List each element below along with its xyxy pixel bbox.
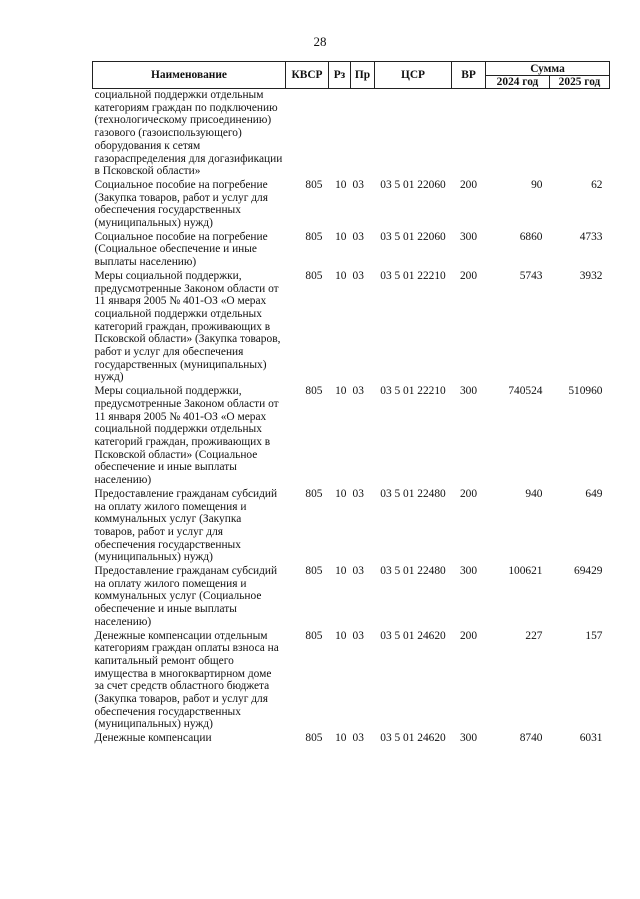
- header-name: Наименование: [93, 62, 286, 89]
- row-vr: 200: [459, 629, 478, 642]
- row-csr: 03 5 01 22060: [380, 178, 446, 191]
- page-number: 28: [313, 34, 327, 49]
- row-pr: 03: [352, 178, 364, 191]
- row-csr: 03 5 01 22210: [380, 385, 446, 398]
- row-kvsr: 805: [305, 269, 323, 282]
- row-pr: 03: [352, 487, 364, 500]
- row-csr: [375, 89, 452, 179]
- row-pr: 03: [352, 230, 364, 243]
- row-kvsr: [286, 89, 329, 179]
- row-sum-2025: 649: [585, 487, 603, 500]
- table-row: [93, 231, 610, 270]
- row-kvsr: 805: [305, 178, 323, 191]
- table-row: [93, 732, 610, 746]
- row-sum-2024: 940: [525, 487, 543, 500]
- row-sum-2024: 8740: [519, 732, 543, 745]
- row-vr: 300: [459, 230, 478, 243]
- row-sum-2025: [550, 89, 610, 179]
- row-sum-2025: 3932: [579, 269, 603, 282]
- row-kvsr: 805: [305, 732, 323, 745]
- header-csr: ЦСР: [375, 62, 452, 89]
- row-csr: 03 5 01 22210: [380, 269, 446, 282]
- row-sum-2024: 227: [525, 629, 543, 642]
- row-csr: 03 5 01 22480: [380, 487, 446, 500]
- row-sum-2025: 62: [591, 178, 603, 191]
- table-row: [93, 179, 610, 231]
- row-csr: 03 5 01 24620: [380, 629, 446, 642]
- row-name: Меры социальной поддержки, предусмотренные Законом области от 11 января 2005 № 401-ОЗ «О мерах социальной поддержки отдельных категорий граждан, проживающих в Псковской области» (Закупка товаров, работ и услуг для обеспечения государственных (муниципальных) нужд): [94, 269, 281, 384]
- row-name: Предоставление гражданам субсидий на оплату жилого помещения и коммунальных услуг (Закупка товаров, работ и услуг для обеспечения государственных (муниципальных) нужд): [94, 487, 278, 564]
- row-sum-2024: 90: [531, 178, 543, 191]
- table-row: [93, 630, 610, 733]
- row-sum-2024: 5743: [519, 269, 543, 282]
- row-sum-2024: 6860: [519, 230, 543, 243]
- row-rz: 10: [335, 487, 347, 500]
- header-year-2024: 2024 год: [486, 76, 550, 89]
- header-pr: Пр: [351, 62, 375, 89]
- row-sum-2024: 100621: [508, 565, 543, 578]
- table-row: [93, 565, 610, 630]
- row-name: Предоставление гражданам субсидий на оплату жилого помещения и коммунальных услуг (Социальное обеспечение и иные выплаты населению): [94, 565, 278, 628]
- row-sum-2024: 740524: [508, 385, 543, 398]
- row-pr: 03: [352, 629, 364, 642]
- table-header: [93, 62, 610, 89]
- table-row: [93, 89, 610, 179]
- row-name: Социальное пособие на погребение (Закупка товаров, работ и услуг для обеспечения государственных (муниципальных) нужд): [94, 178, 268, 230]
- row-sum-2024: [486, 89, 550, 179]
- row-kvsr: 805: [305, 487, 323, 500]
- row-pr: 03: [352, 269, 364, 282]
- header-sum: Сумма: [486, 62, 610, 76]
- header-kvsr: КВСР: [286, 62, 329, 89]
- row-rz: 10: [335, 178, 347, 191]
- row-rz: [329, 89, 351, 179]
- row-name: Социальное пособие на погребение (Социальное обеспечение и иные выплаты населению): [94, 230, 268, 269]
- row-name: социальной поддержки отдельным категориям граждан по подключению (технологическому присоединению) газового (газоиспользующего) оборудования к сетям газораспределения для догазификации в Псковской области»: [94, 89, 283, 178]
- row-sum-2025: 510960: [568, 385, 603, 398]
- row-sum-2025: 69429: [574, 565, 603, 578]
- row-csr: 03 5 01 22480: [380, 565, 446, 578]
- row-vr: [452, 89, 486, 179]
- table-row: [93, 270, 610, 385]
- row-rz: 10: [335, 230, 347, 243]
- row-name: Меры социальной поддержки, предусмотренные Законом области от 11 января 2005 № 401-ОЗ «О мерах социальной поддержки отдельных категорий граждан, проживающих в Псковской области» (Социальное обеспечение и иные выплаты населению): [94, 385, 279, 487]
- row-sum-2025: 4733: [579, 230, 603, 243]
- row-vr: 300: [459, 385, 478, 398]
- row-name: Денежные компенсации: [94, 732, 212, 745]
- row-vr: 300: [459, 732, 478, 745]
- row-rz: 10: [335, 385, 347, 398]
- row-csr: 03 5 01 24620: [380, 732, 446, 745]
- header-rz: Рз: [329, 62, 351, 89]
- row-rz: 10: [335, 732, 347, 745]
- budget-table: [92, 61, 610, 746]
- header-vr: ВР: [452, 62, 486, 89]
- row-vr: 200: [459, 269, 478, 282]
- table-body: [93, 89, 610, 746]
- row-kvsr: 805: [305, 629, 323, 642]
- row-pr: 03: [352, 732, 364, 745]
- table-row: [93, 488, 610, 565]
- row-kvsr: 805: [305, 565, 323, 578]
- row-vr: 300: [459, 565, 478, 578]
- row-rz: 10: [335, 629, 347, 642]
- row-vr: 200: [459, 487, 478, 500]
- row-name: Денежные компенсации отдельным категориям граждан оплаты взноса на капитальный ремонт общего имущества в многоквартирном доме за счет средств областного бюджета (Закупка товаров, работ и услуг для обеспечения государственных (муниципальных) нужд): [94, 629, 279, 731]
- row-rz: 10: [335, 565, 347, 578]
- row-sum-2025: 6031: [579, 732, 603, 745]
- table-row: [93, 385, 610, 488]
- header-year-2025: 2025 год: [550, 76, 610, 89]
- row-csr: 03 5 01 22060: [380, 230, 446, 243]
- row-pr: [351, 89, 375, 179]
- row-vr: 200: [459, 178, 478, 191]
- row-kvsr: 805: [305, 230, 323, 243]
- row-sum-2025: 157: [585, 629, 603, 642]
- row-pr: 03: [352, 565, 364, 578]
- row-pr: 03: [352, 385, 364, 398]
- row-rz: 10: [335, 269, 347, 282]
- row-kvsr: 805: [305, 385, 323, 398]
